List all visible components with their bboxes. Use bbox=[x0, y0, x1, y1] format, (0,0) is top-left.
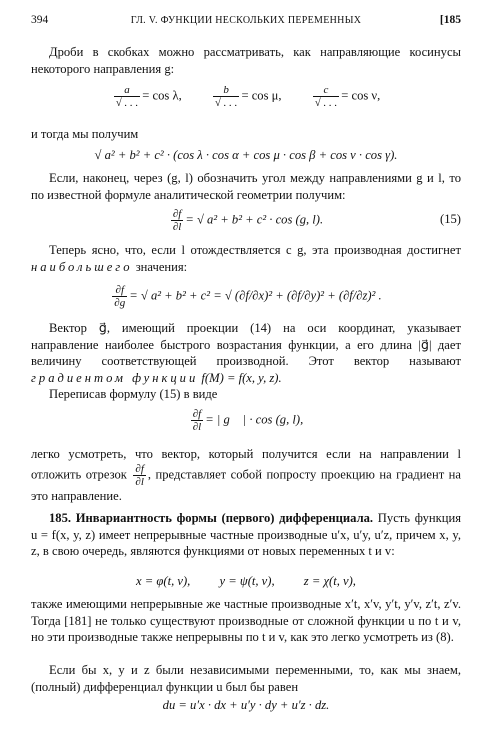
cos-lambda: = cos λ, bbox=[142, 88, 182, 103]
proj-num: ∂f bbox=[192, 408, 202, 420]
frac-a-num: a bbox=[114, 84, 141, 97]
frac-b-num: b bbox=[213, 84, 240, 97]
equation-15 bbox=[31, 208, 461, 233]
running-header bbox=[31, 14, 461, 30]
projection-frac-den: ∂l bbox=[135, 475, 144, 488]
subst-x: x = φ(t, v), bbox=[136, 574, 191, 588]
paragraph-directional-cosines: Дроби в скобках можно рассматривать, как направляющие косинусы некоторого направления g: bbox=[31, 45, 461, 76]
frac-c-num: c bbox=[313, 84, 340, 97]
grad-rhs: = √ a² + b² + c² = √ (∂f/∂x)² + (∂f/∂y)² + (∂f/∂z)² . bbox=[129, 288, 382, 303]
section-185-number: 185. bbox=[49, 511, 72, 525]
proj-den: ∂l bbox=[192, 421, 202, 433]
page-number: 394 bbox=[31, 14, 49, 26]
paragraph-projection bbox=[31, 446, 461, 504]
frac-a-den: √ . . . bbox=[115, 97, 139, 109]
eq15-rhs: = √ a² + b² + c² · cos (g, l). bbox=[185, 212, 324, 227]
frac-b-den: √ . . . bbox=[214, 97, 238, 109]
subst-z: z = χ(t, v), bbox=[303, 574, 356, 588]
equation-expansion: √ a² + b² + c² · (cos λ · cos α + cos μ · cos β + cos ν · cos γ). bbox=[94, 148, 398, 162]
paragraph-maximum bbox=[31, 242, 461, 275]
proj-rhs: = | g⃗ | · cos (g, l), bbox=[205, 412, 304, 427]
equation-gradient-length bbox=[31, 284, 461, 309]
subst-y: y = ψ(t, v), bbox=[219, 574, 275, 588]
eq15-den: ∂l bbox=[172, 221, 182, 233]
paragraph-then: и тогда мы получим bbox=[31, 127, 139, 141]
cos-mu: = cos μ, bbox=[241, 88, 282, 103]
paragraph-gradient-vector bbox=[31, 320, 461, 386]
projection-text-a: легко усмотреть, что вектор, который получится если на направлении l отложить отрезок bbox=[31, 447, 461, 481]
projection-frac-num: ∂f bbox=[135, 462, 144, 475]
maximum-text-b: значения: bbox=[135, 259, 188, 274]
projection-text-b: , представляет собой попросту проекцию на градиент на это направление. bbox=[31, 466, 462, 503]
section-185-title: Инвариантность формы (первого) дифференциала. bbox=[75, 511, 374, 525]
paragraph-section-185 bbox=[31, 510, 461, 560]
gradient-emph: градиентом функции bbox=[31, 370, 199, 385]
paragraph-composite: также имеющими непрерывные же частные производные x′t, x′v, y′t, y′v, z′t, z′v. Тогда [181] не только существуют производные от сложной функции u по t и v, но эти производные также непрерывны по t и v, как это легко усмотреть из (8). bbox=[31, 597, 461, 644]
gradient-text-a: Вектор g⃗, имеющий проекции (14) на оси координат, указывает направление наиболее быстрого возрастания функции, а его длина |g⃗| дает величину соответствующей производной. Этот вектор называют bbox=[31, 321, 461, 368]
grad-num: ∂f bbox=[112, 284, 127, 297]
gradient-formula: f(M) = f(x, y, z). bbox=[201, 370, 282, 385]
maximum-emph: наибольшего bbox=[31, 259, 133, 274]
equation-number-15: (15) bbox=[440, 212, 461, 226]
equation-gradient-projection bbox=[31, 408, 461, 433]
equation-substitution bbox=[31, 574, 461, 589]
paragraph-angle: Если, наконец, через (g, l) обозначить угол между направлениями g и l, то по известной формуле аналитической геометрии получим: bbox=[31, 171, 461, 202]
cos-nu: = cos ν, bbox=[341, 88, 381, 103]
chapter-title: ГЛ. V. ФУНКЦИИ НЕСКОЛЬКИХ ПЕРЕМЕННЫХ bbox=[130, 15, 362, 26]
frac-c-den: √ . . . bbox=[314, 97, 338, 109]
equation-cosines bbox=[31, 84, 461, 109]
grad-den: ∂g bbox=[114, 297, 126, 309]
section-number: [185 bbox=[439, 14, 461, 26]
paragraph-rewrite: Переписав формулу (15) в виде bbox=[49, 387, 218, 401]
maximum-text-a: Теперь ясно, что, если l отождествляется с g, эта производная достигнет bbox=[49, 243, 461, 257]
equation-total-differential: du = u′x · dx + u′y · dy + u′z · dz. bbox=[162, 698, 330, 712]
paragraph-independent: Если бы x, y и z были независимыми переменными, то, как мы знаем, (полный) дифференциал функции u был бы равен bbox=[31, 663, 461, 694]
eq15-num: ∂f bbox=[172, 208, 182, 220]
section-185-text: Пусть функция u = f(x, y, z) имеет непрерывные частные производные u′x, u′y, u′z, причем x, y, z, в свою очередь, являются функциями от новых переменных t и v: bbox=[31, 511, 461, 558]
